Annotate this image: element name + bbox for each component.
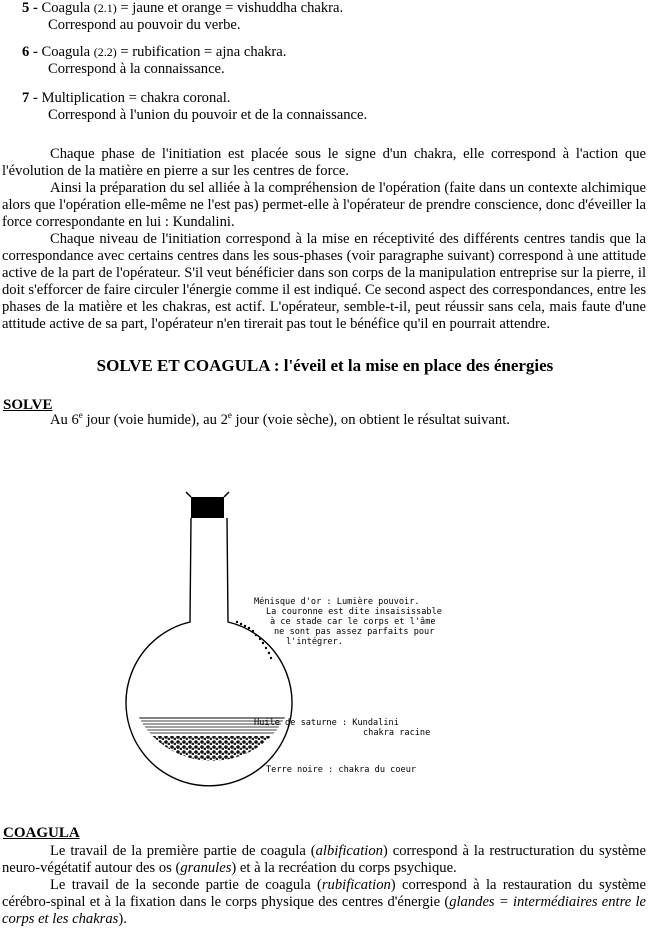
label-racine: chakra racine (363, 728, 431, 738)
coagula-text (2, 843, 646, 928)
paragraph (2, 843, 646, 877)
solve-text-part: Au 6 (50, 412, 79, 428)
item-number: 5 - (22, 0, 38, 16)
item-number: 6 - (22, 44, 38, 60)
paragraph (2, 877, 646, 928)
flask-diagram (110, 480, 510, 800)
label-terre: Terre noire : chakra du coeur (266, 765, 417, 775)
solve-title: SOLVE (3, 397, 53, 413)
superscript: e (227, 410, 232, 421)
item-lead: Coagula (41, 0, 91, 16)
italic-term: glandes = intermédiaires entre le corps et les chakras (2, 894, 646, 927)
list-item (22, 44, 286, 78)
text-part: ) correspond à la restauration du système cérébro-spinal et à la fixation dans le corps physique des centres d'énergie ( (2, 877, 646, 910)
item-lead: Multiplication (41, 90, 125, 106)
cork (191, 497, 224, 518)
item-rest: = chakra coronal. (124, 90, 231, 106)
solve-text-part: jour (voie sèche), on obtient le résultat suivant. (231, 412, 510, 428)
italic-term: granules (180, 860, 232, 876)
text-part: Le travail de la seconde partie de coagula ( (50, 877, 322, 893)
item-paren: (2.2) (93, 45, 117, 59)
label-parfaits: ne sont pas assez parfaits pour (274, 627, 435, 637)
body-text (2, 146, 646, 333)
item-lead: Coagula (41, 44, 91, 60)
label-huile: Huile de saturne : Kundalini (254, 718, 399, 728)
paragraph: Ainsi la préparation du sel alliée à la compréhension de l'opération (faite dans un contexte alchimique alors que l'opération elle-même ne l'est pas) permet-elle à l'opérateur de prendre conscience, donc d'éveiller la force correspondante en lui : Kundalini. (2, 180, 646, 230)
superscript: e (78, 410, 83, 421)
item-number: 7 - (22, 90, 38, 106)
text-part: ) et à la recréation du corps psychique. (231, 860, 457, 876)
solve-text (50, 412, 510, 429)
label-menisque: Ménisque d'or : Lumière pouvoir. (254, 597, 420, 607)
text-part: Le travail de la première partie de coagula ( (50, 843, 316, 859)
label-couronne: La couronne est dite insaisissable (266, 607, 442, 617)
text-part: ) correspond à la restructuration du système neuro-végétatif autour des os ( (2, 843, 647, 876)
section-heading: SOLVE ET COAGULA : l'éveil et la mise en place des énergies (96, 356, 554, 375)
item-sub: Correspond au pouvoir du verbe. (48, 17, 241, 33)
italic-term: rubification (321, 877, 391, 893)
item-rest: = rubification = ajna chakra. (116, 44, 287, 60)
paragraph: Chaque niveau de l'initiation correspond à la mise en réceptivité des différents centres tandis que la correspondance avec certains centres dans les sous-phases (voir paragraphe suivant) correspond à une attitude active de la part de l'opérateur. S'il veut bénéficier dans son corps de la manipulation entreprise sur la pierre, il doit s'efforcer de faire circuler l'énergie comme il est indiqué. Ce second aspect des correspondances, entre les phases de la matière et les chakras, est actif. L'opérateur, semble-t-il, peut réussir sans cela, mais faute d'une attitude active de sa part, l'opérateur n'en tirerait pas tout le bénéfice qu'il en pourrait attendre. (2, 231, 646, 332)
label-integrer: l'intégrer. (286, 637, 343, 647)
italic-term: albification (315, 843, 383, 859)
list-item (22, 90, 367, 124)
solve-text-part: jour (voie humide), au 2 (82, 412, 228, 428)
coagula-title: COAGULA (3, 825, 80, 841)
item-sub: Correspond à la connaissance. (48, 61, 225, 77)
list-item (22, 0, 343, 34)
item-sub: Correspond à l'union du pouvoir et de la connaissance. (48, 107, 368, 123)
paragraph: Chaque phase de l'initiation est placée sous le signe d'un chakra, elle correspond à l'action que l'évolution de la matière en pierre a sur les centres de force. (2, 146, 646, 179)
item-rest: = jaune et orange = vishuddha chakra. (116, 0, 344, 16)
label-stade: à ce stade car le corps et l'âme (270, 617, 436, 627)
item-paren: (2.1) (93, 1, 117, 15)
text-part: ). (118, 911, 127, 927)
